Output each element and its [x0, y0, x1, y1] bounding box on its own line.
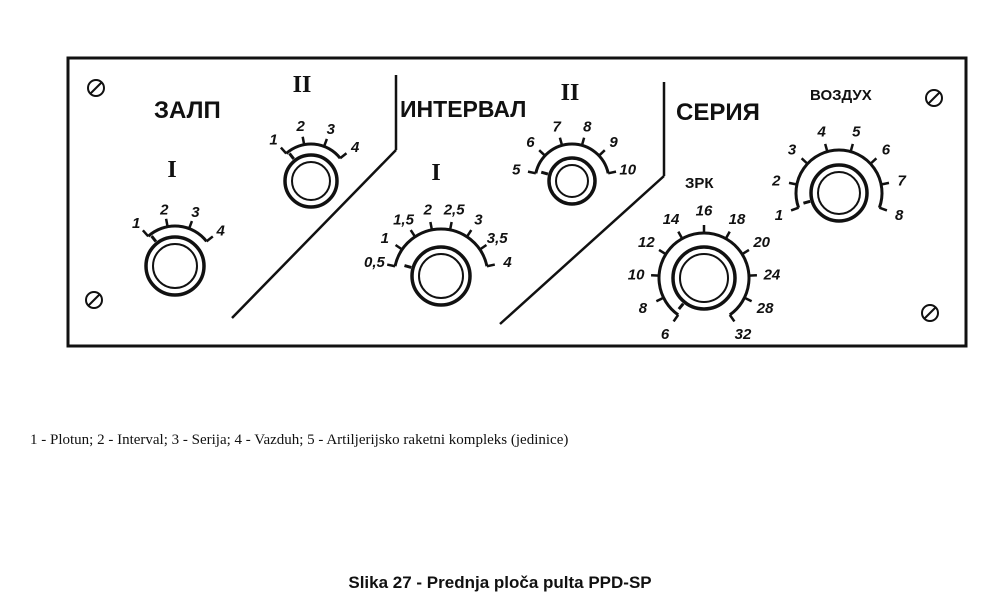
interval-1-tick — [487, 265, 495, 267]
interval-1-pointer — [404, 266, 411, 268]
interval-1-tick — [387, 265, 395, 267]
zalp-1-roman-label: I — [167, 157, 177, 183]
vozduh-pointer — [803, 201, 810, 203]
vozduh-scale-label: 4 — [817, 123, 826, 141]
interval-1-scale-label: 0,5 — [364, 254, 385, 272]
figure-legend: 1 - Plotun; 2 - Interval; 3 - Serija; 4 - Vazduh; 5 - Artiljerijsko raketni kompleks (jedinice) — [30, 432, 569, 448]
vozduh-tick — [881, 183, 889, 185]
interval-1-tick — [430, 222, 432, 230]
zalp-1-scale-label: 1 — [132, 215, 141, 233]
interval-1-tick — [450, 222, 452, 230]
vozduh-scale-label: 1 — [774, 207, 784, 225]
zrk-scale-label: 12 — [637, 234, 655, 252]
zalp-2-knob-inner[interactable] — [292, 162, 330, 200]
zalp-2-scale-label: 3 — [326, 120, 335, 138]
interval-1-scale-label: 3 — [474, 211, 483, 229]
interval-2-scale-label: 9 — [609, 134, 618, 152]
zrk-scale-label: 8 — [638, 300, 648, 318]
interval-1-roman-label: I — [431, 160, 441, 186]
zrk-knob-inner[interactable] — [680, 254, 728, 302]
vozduh-scale-label: 6 — [881, 141, 891, 159]
interval-2-roman-label: II — [560, 80, 580, 106]
interval-1-scale-label: 1,5 — [393, 211, 414, 229]
interval-2-tick — [608, 172, 616, 174]
vozduh-scale-label: 8 — [894, 207, 904, 225]
vozduh-knob-inner[interactable] — [818, 172, 860, 214]
zalp-2-scale-label: 2 — [296, 118, 305, 136]
vozduh-scale-label: 7 — [897, 172, 906, 190]
interval-1-scale-label: 2,5 — [443, 201, 465, 219]
interval-2-scale-label: 7 — [552, 118, 561, 136]
vozduh-tick — [789, 183, 797, 185]
interval-2-scale-label: 6 — [526, 134, 535, 152]
zrk-scale-label: 14 — [662, 210, 680, 228]
zalp-1-scale-label: 2 — [160, 201, 169, 219]
zrk-scale-label: 16 — [695, 202, 713, 220]
section-title-serija: СЕРИЯ — [676, 99, 760, 126]
interval-2-scale-label: 10 — [619, 161, 637, 179]
interval-2-pointer — [541, 172, 548, 174]
interval-2-scale-label: 5 — [512, 161, 521, 179]
interval-1-scale-label: 1 — [380, 229, 389, 247]
vozduh-scale-label: 5 — [852, 123, 861, 141]
zrk-scale-label: 6 — [660, 325, 670, 343]
zalp-2-scale-label: 1 — [269, 131, 278, 149]
zrk-scale-label: 18 — [728, 210, 746, 228]
interval-2-tick — [528, 172, 536, 174]
interval-1-scale-label: 4 — [503, 254, 512, 272]
zalp-2-tick — [303, 137, 304, 145]
figure-caption: Slika 27 - Prednja ploča pulta PPD-SP — [348, 573, 652, 592]
interval-1-scale-label: 3,5 — [486, 229, 508, 247]
zrk-scale-label: 10 — [627, 266, 645, 284]
zrk-scale-label: 24 — [763, 266, 781, 284]
zalp-1-knob-inner[interactable] — [153, 244, 197, 288]
zrk-name-label: ЗРК — [685, 175, 714, 192]
zalp-1-scale-label: 3 — [191, 203, 200, 221]
zrk-scale-label: 28 — [756, 300, 774, 318]
zrk-scale-label: 32 — [734, 325, 752, 343]
interval-1-knob-inner[interactable] — [419, 254, 463, 298]
zalp-2-roman-label: II — [292, 72, 312, 98]
interval-1-scale-label: 2 — [423, 201, 433, 219]
vozduh-scale-label: 2 — [772, 172, 781, 190]
section-title-interval: ИНТЕРВАЛ — [400, 96, 527, 122]
section-title-zalp: ЗАЛП — [154, 97, 221, 124]
zalp-2-scale-label: 4 — [350, 138, 360, 156]
interval-2-scale-label: 8 — [583, 118, 592, 136]
vozduh-name-label: ВОЗДУХ — [810, 87, 872, 104]
zrk-scale-label: 20 — [753, 234, 771, 252]
zalp-1-tick — [166, 219, 167, 227]
zalp-1-scale-label: 4 — [216, 222, 225, 240]
interval-2-knob-inner[interactable] — [556, 165, 588, 197]
vozduh-scale-label: 3 — [787, 141, 797, 159]
